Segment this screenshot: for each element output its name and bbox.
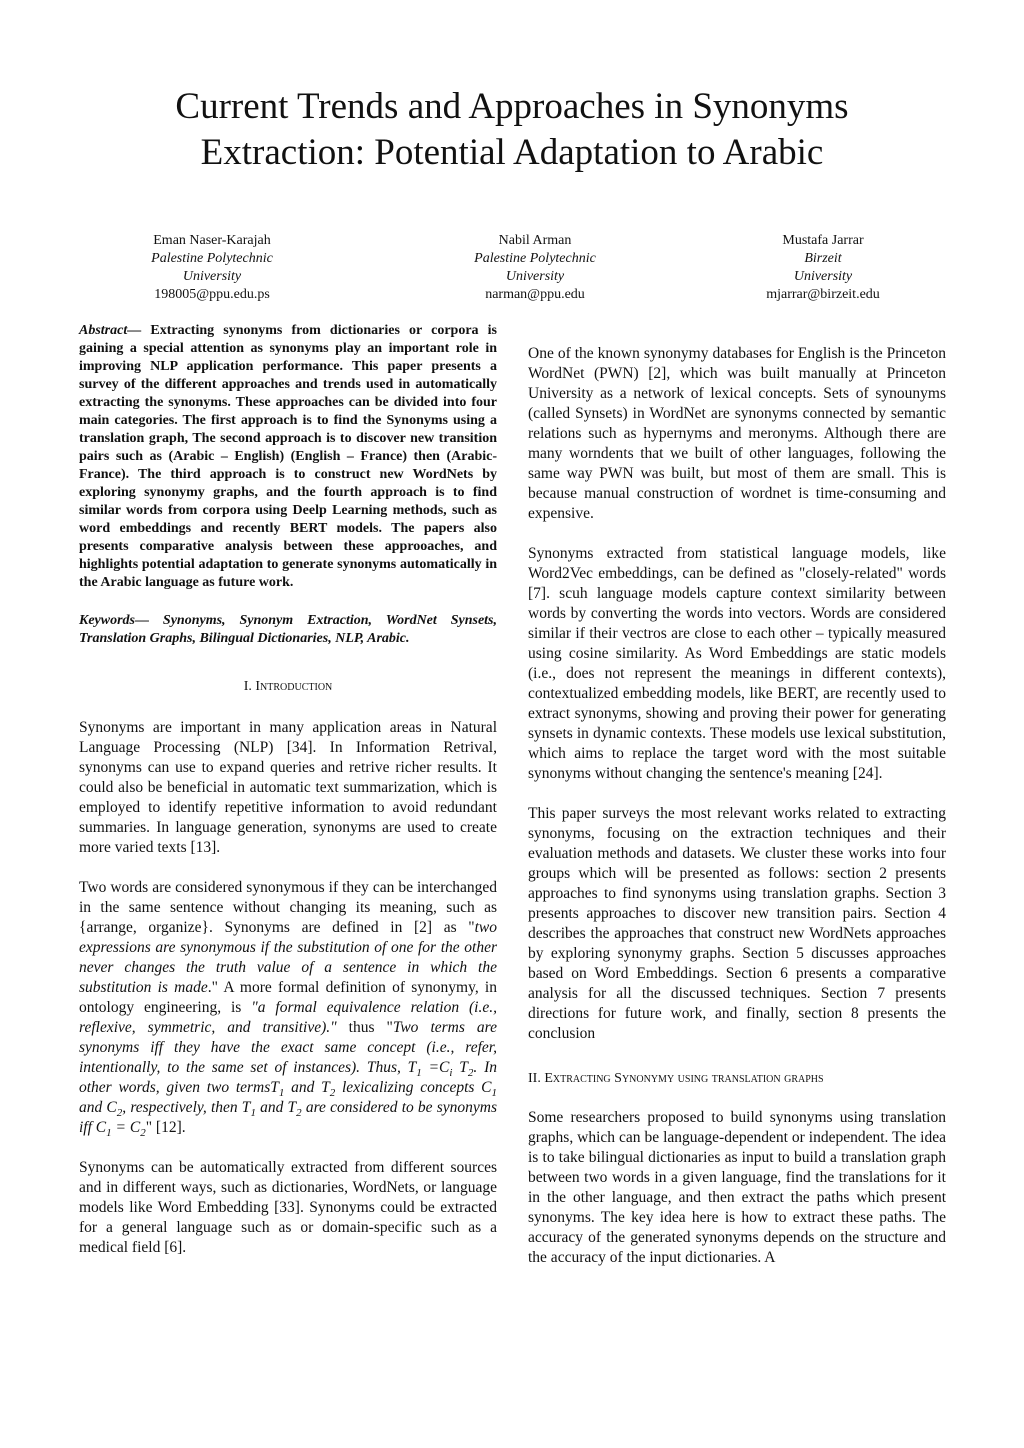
text-run: "a formal equivalence relation (i.e., reflexive, symmetric, and transitive)." — [79, 999, 497, 1036]
left-column — [79, 322, 497, 1258]
author-name: Eman Naser-Karajah — [153, 233, 271, 248]
keywords: Keywords— Synonyms, Synonym Extraction, WordNet Synsets, Translation Graphs, Bilingual Dictionaries, NLP, Arabic. — [79, 613, 497, 646]
subscript: 2 — [296, 1107, 302, 1120]
subscript: i — [449, 1067, 453, 1080]
author-affiliation: University — [793, 269, 853, 284]
text-run: " [12]. — [145, 1119, 186, 1136]
subscript: 2 — [467, 1067, 474, 1080]
author-affiliation: University — [505, 269, 565, 284]
section-number: II. — [528, 1071, 541, 1086]
intro-paragraph-3: Synonyms can be automatically extracted from different sources and in different ways, such as dictionaries, WordNets, or language models like Word Embedding [33]. Synonyms could be extracted for a general language such as or domain-specific such as a medical field [6]. — [79, 1159, 497, 1256]
text-run: . In other words, given two termsT — [79, 1059, 497, 1096]
author-email: 198005@ppu.edu.ps — [154, 287, 270, 302]
text-run: , respectively, then T — [122, 1099, 251, 1116]
section-title: Extracting Synonymy using translation graphs — [544, 1071, 824, 1086]
body-paragraph-embeddings: Synonyms extracted from statistical language models, like Word2Vec embeddings, can be defined as "closely-related" words [7]. scuh language models capture context similarity between words by converting the words into vectors. Words are considered similar if their vectros are close to each other – typically measured using cosine similarity. As Word Embeddings are static models (i.e., does not represent the meanings in different contexts), contextualized embedding models, like BERT, are recently used to extract synonyms, showing and proving their power for generating synsets in dynamic contexts. These models use lexical substitution, which aims to replace the target word with the most suitable synonyms without changing the sentence's meaning [24]. — [528, 545, 946, 782]
section-title: Introduction — [255, 679, 333, 694]
text-run: thus " — [336, 1019, 393, 1036]
author-email: mjarrar@birzeit.edu — [766, 287, 880, 302]
author-affiliation: Birzeit — [804, 251, 842, 266]
text-run: Two words are considered synonymous if they can be interchanged in the same sentence without changing its meaning, such as {arrange, organize}. Synonyms are defined in [2] as " — [79, 879, 497, 936]
subscript: 1 — [250, 1107, 256, 1120]
text-run: and T — [255, 1099, 297, 1116]
subscript: 2 — [329, 1087, 336, 1100]
author-name: Nabil Arman — [498, 233, 572, 248]
title-line-2: Extraction: Potential Adaptation to Arabic — [200, 132, 824, 173]
text-run: two expressions are synonymous if the substitution of one for the other never changes the truth value of a sentence in which the substitution is made — [79, 919, 497, 996]
text-run: Two terms are synonyms iff they have the exact same concept (i.e., refer, intentionally, to the same set of instances). Thus, T — [79, 1019, 497, 1076]
author-3 — [703, 232, 943, 304]
title-line-1: Current Trends and Approaches in Synonyms — [175, 86, 849, 127]
subscript: 2 — [140, 1127, 146, 1140]
author-affiliation: University — [182, 269, 242, 284]
author-1 — [92, 232, 332, 304]
subscript: 1 — [491, 1087, 497, 1100]
text-run: ." A more formal definition of synonymy, in ontology engineering, is — [79, 979, 497, 1016]
author-name: Mustafa Jarrar — [782, 233, 864, 248]
subscript: 1 — [278, 1087, 285, 1100]
abstract — [79, 322, 497, 592]
author-affiliation: Palestine Polytechnic — [151, 251, 273, 266]
intro-paragraph-1: Synonyms are important in many application areas in Natural Language Processing (NLP) [34]. In Information Retrival, synonyms can use to expand queries and retrive richer results. It could also be beneficial in automatic text summarization, which is employed to identify repetitive information to avoid redundant summaries. In language generation, synonyms are used to create more varied texts [13]. — [79, 719, 497, 856]
text-run: =C — [421, 1059, 450, 1076]
text-run: lexicalizing concepts C — [335, 1079, 492, 1096]
author-affiliation: Palestine Polytechnic — [474, 251, 596, 266]
text-run: = C — [111, 1119, 141, 1136]
text-run: are considered to be synonyms iff C — [79, 1099, 497, 1136]
abstract-body: Extracting synonyms from dictionaries or corpora is gaining a special attention as synonyms play an important role in improving NLP application performance. This paper presents a survey of the different approaches and trends used in automatically extracting the synonyms. These approaches can be divided into four main categories. The first approach is to find the Synonyms using a translation graph, The second approach is to discover new transition pairs such as (Arabic – English) (English – France) then (Arabic-France). The third approach is to construct new WordNets by exploring synonymy graphs, and the fourth approach is to find similar words from corpora using Deelp Learning methods, such as word embeddings and recently BERT models. The papers also presents comparative analysis between these approoaches, and highlights potential adaptation to generate synonyms automatically in the Arabic language as future work. — [79, 323, 497, 590]
formal-definition — [79, 1019, 497, 1140]
text-run: and C — [79, 1099, 117, 1116]
subscript: 2 — [116, 1107, 123, 1120]
intro-paragraph-2 — [79, 878, 497, 1138]
body-paragraph-survey-outline: This paper surveys the most relevant works related to extracting synonyms, focusing on the extraction techniques and their evaluation methods and datasets. We cluster these works into four groups which will be presented as follows: section 2 presents approaches to find synonyms using translation graphs. Section 3 presents approaches to discover new transition pairs. Section 4 describes the approaches that construct new WordNets approaches by exploring synonymy graphs. Section 5 discusses approaches based on Word Embeddings. Section 6 presents a comparative analysis for all the discussed techniques. Section 7 presents directions for future work, and finally, section 8 presents the conclusion — [528, 805, 946, 1042]
body-paragraph-wordnet: One of the known synonymy databases for English is the Princeton WordNet (PWN) [2], which was built manually at Princeton University as a network of lexical concepts. Sets of synounyms (called Synsets) in WordNet are synonyms connected by semantic relations such as hypernyms and meronyms. Although there are many worndents that we built of other languages, following the same way PWN was built, but most of them are small. This is because manual construction of wordnet is time-consuming and expensive. — [528, 345, 946, 522]
section-heading-translation-graphs — [528, 1070, 946, 1088]
text-run: and T — [284, 1079, 330, 1096]
text-run: T — [452, 1059, 468, 1076]
section-number: I. — [243, 679, 252, 694]
subscript: 1 — [416, 1067, 422, 1080]
author-2 — [415, 232, 655, 304]
right-column — [528, 344, 946, 1268]
paper-title — [0, 84, 1024, 176]
section2-paragraph-1: Some researchers proposed to build synonyms using translation graphs, which can be language-dependent or independent. The idea is to take bilingual dictionaries as input to build a translation graph between two words in a given language, find the translations for it in the other language, and then extract the paths which present synonyms. The key idea here is how to extract these paths. The accuracy of the generated synonyms depends on the structure and the accuracy of the input dictionaries. A — [528, 1109, 946, 1266]
author-email: narman@ppu.edu — [485, 287, 585, 302]
section-heading-introduction — [79, 678, 497, 696]
abstract-lead: Abstract— — [79, 323, 142, 338]
subscript: 1 — [106, 1127, 112, 1140]
